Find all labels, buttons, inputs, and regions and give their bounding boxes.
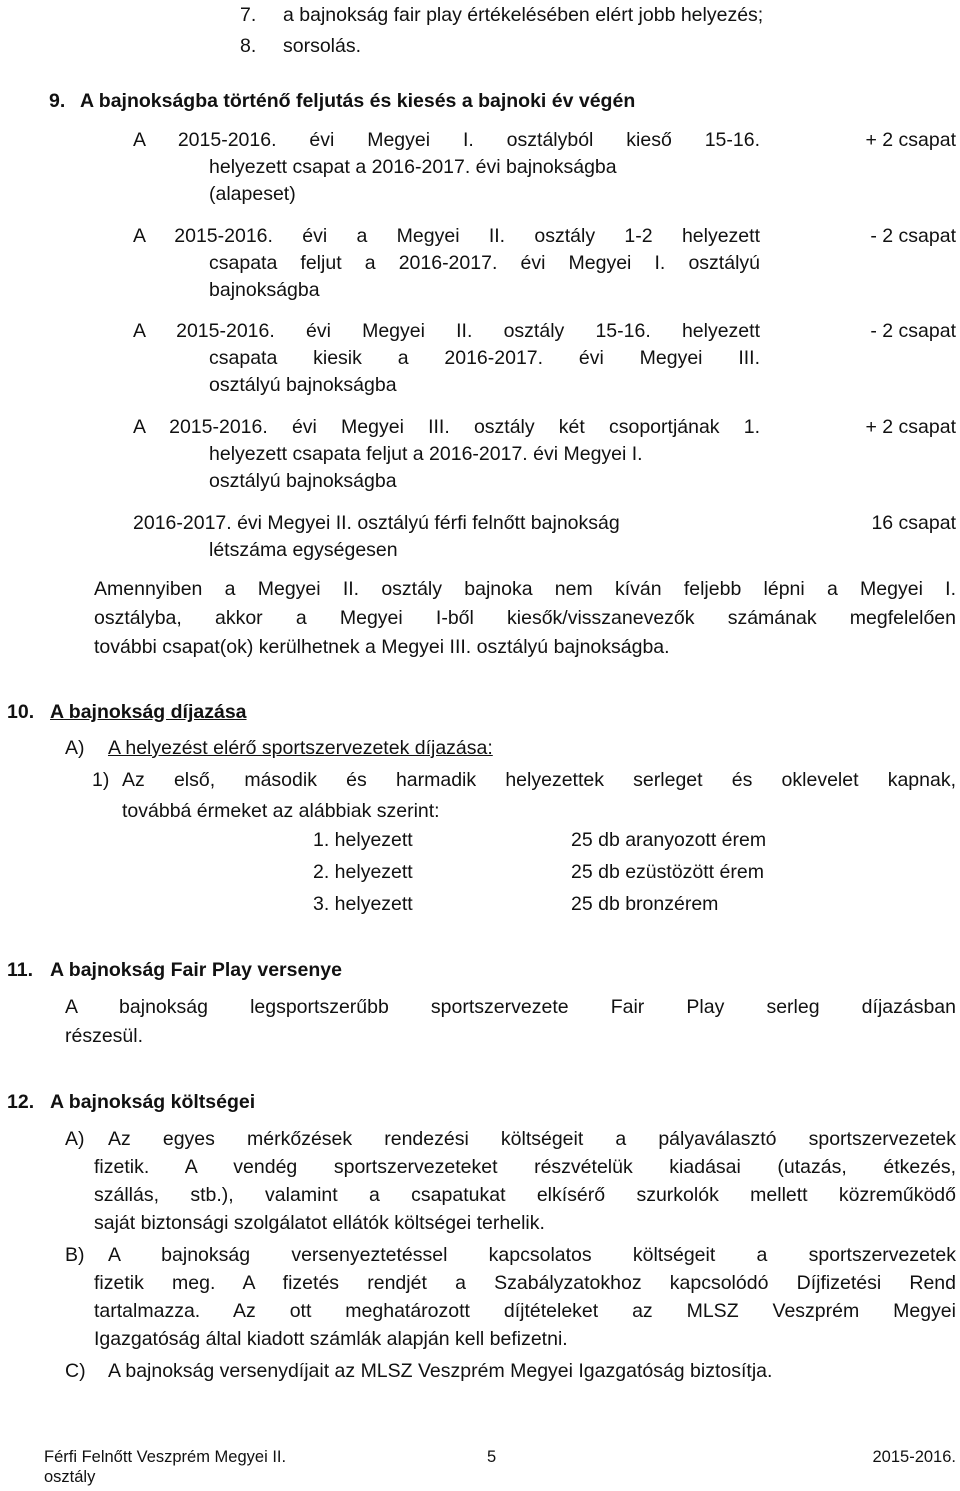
- award-prize: 25 db aranyozott érem: [571, 829, 767, 851]
- footer-title-cont: osztály: [44, 1468, 96, 1486]
- award-prize: 25 db bronzérem: [571, 893, 719, 915]
- row-text-line: csapata kiesik a 2016-2017. évi Megyei III.: [209, 347, 760, 369]
- cost-item-label: A): [65, 1128, 85, 1150]
- cost-item-line: szállás, stb.), valamint a csapatukat elkísérő szurkolók mellett közreműködő: [94, 1184, 956, 1206]
- row-text-line: 2016-2017. évi Megyei II. osztályú férfi felnőtt bajnokság: [133, 512, 620, 534]
- row-text-line: bajnokságba: [209, 279, 320, 301]
- cost-item-line: fizetik meg. A fizetés rendjét a Szabályzatokhoz kapcsolódó Díjfizetési Rend: [94, 1272, 956, 1294]
- row-text-line: osztályú bajnokságba: [209, 470, 397, 492]
- award-place: 3. helyezett: [313, 893, 413, 915]
- row-text-line: A 2015-2016. évi Megyei III. osztály két csoportjának 1.: [133, 416, 760, 438]
- note-line: Amennyiben a Megyei II. osztály bajnoka nem kíván feljebb lépni a Megyei I.: [94, 578, 956, 600]
- row-text-line: (alapeset): [209, 183, 296, 205]
- cost-item-line: A bajnokság versenydíjait az MLSZ Veszprém Megyei Igazgatóság biztosítja.: [108, 1360, 773, 1382]
- list-item-text: a bajnokság fair play értékelésében elért jobb helyezés;: [283, 4, 764, 26]
- section-number: 12.: [7, 1091, 35, 1113]
- list-item-number: 8.: [240, 35, 257, 57]
- section-number: 9.: [49, 90, 66, 112]
- paragraph-line: részesül.: [65, 1025, 144, 1047]
- point-number: 1): [92, 769, 110, 791]
- subsection-title: A helyezést elérő sportszervezetek díjazása:: [108, 737, 493, 759]
- page-number: 5: [487, 1448, 497, 1466]
- list-item-text: sorsolás.: [283, 35, 362, 57]
- row-text-line: helyezett csapata feljut a 2016-2017. évi Megyei I.: [209, 443, 643, 465]
- row-text-line: csapata feljut a 2016-2017. évi Megyei I. osztályú: [209, 252, 760, 274]
- row-value: - 2 csapat: [870, 225, 956, 247]
- award-place: 1. helyezett: [313, 829, 413, 851]
- section-title: A bajnokság költségei: [50, 1091, 256, 1113]
- section-number: 11.: [7, 959, 34, 981]
- row-text-line: A 2015-2016. évi Megyei II. osztály 15-16. helyezett: [133, 320, 760, 342]
- cost-item-line: fizetik. A vendég sportszervezeteket részvételük kiadásai (utazás, étkezés,: [94, 1156, 956, 1178]
- note-line: további csapat(ok) kerülhetnek a Megyei III. osztályú bajnokságba.: [94, 636, 670, 658]
- cost-item-line: A bajnokság versenyeztetéssel kapcsolatos költségeit a sportszervezetek: [108, 1244, 956, 1266]
- cost-item-line: saját biztonsági szolgálatot ellátók költségei terhelik.: [94, 1212, 545, 1234]
- award-place: 2. helyezett: [313, 861, 413, 883]
- row-text-line: A 2015-2016. évi Megyei I. osztályból kieső 15-16.: [133, 129, 760, 151]
- subsection-label: A): [65, 737, 85, 759]
- cost-item-label: B): [65, 1244, 85, 1266]
- row-text-line: helyezett csapat a 2016-2017. évi bajnokságba: [209, 156, 617, 178]
- row-value: 16 csapat: [871, 512, 956, 534]
- row-text-line: osztályú bajnokságba: [209, 374, 397, 396]
- point-line: Az első, második és harmadik helyezettek serleget és oklevelet kapnak,: [122, 769, 956, 791]
- cost-item-line: Az egyes mérkőzések rendezési költségeit a pályaválasztó sportszervezetek: [108, 1128, 956, 1150]
- cost-item-line: tartalmazza. Az ott meghatározott díjtételeket az MLSZ Veszprém Megyei: [94, 1300, 956, 1322]
- section-title: A bajnokság Fair Play versenye: [50, 959, 342, 981]
- cost-item-line: Igazgatóság által kiadott számlák alapján kell befizetni.: [94, 1328, 568, 1350]
- row-value: + 2 csapat: [865, 416, 956, 438]
- cost-item-label: C): [65, 1360, 86, 1382]
- section-title: A bajnokságba történő feljutás és kiesés a bajnoki év végén: [80, 90, 636, 112]
- row-value: - 2 csapat: [870, 320, 956, 342]
- list-item-number: 7.: [240, 4, 257, 26]
- paragraph-line: A bajnokság legsportszerűbb sportszervezete Fair Play serleg díjazásban: [65, 996, 956, 1018]
- row-value: + 2 csapat: [865, 129, 956, 151]
- footer-title: Férfi Felnőtt Veszprém Megyei II.: [44, 1448, 287, 1466]
- row-text-line: létszáma egységesen: [209, 539, 398, 561]
- note-line: osztályba, akkor a Megyei I-ből kiesők/visszanevezők számának megfelelően: [94, 607, 956, 629]
- award-prize: 25 db ezüstözött érem: [571, 861, 764, 883]
- point-line: továbbá érmeket az alábbiak szerint:: [122, 800, 440, 822]
- section-number: 10.: [7, 701, 35, 723]
- footer-season: 2015-2016.: [872, 1448, 956, 1466]
- section-title: A bajnokság díjazása: [50, 701, 247, 723]
- row-text-line: A 2015-2016. évi a Megyei II. osztály 1-2 helyezett: [133, 225, 760, 247]
